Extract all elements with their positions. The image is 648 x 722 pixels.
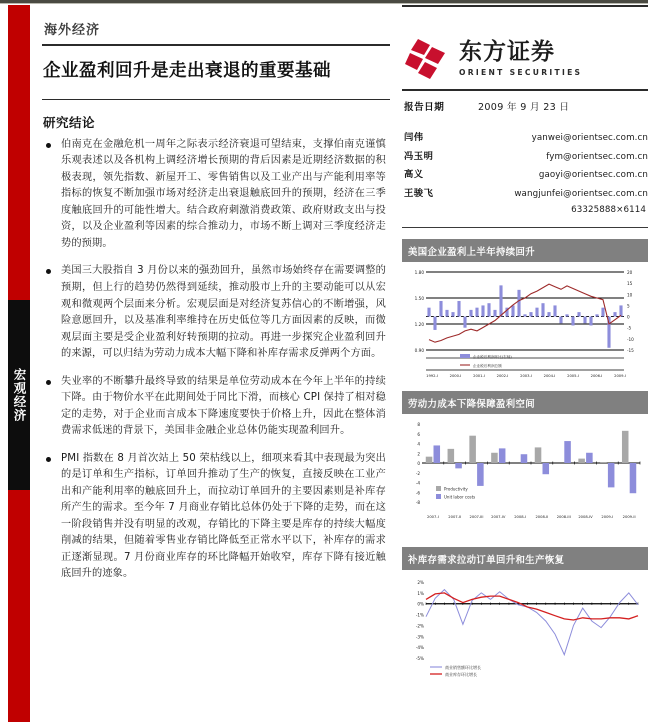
svg-text:2002-I: 2002-I: [496, 374, 509, 378]
brand-name-cn: 东方证券: [459, 39, 555, 65]
svg-text:-10: -10: [627, 336, 634, 342]
svg-text:-1%: -1%: [415, 612, 424, 618]
chart-canvas: [402, 414, 648, 536]
brand-text: [459, 41, 582, 77]
svg-text:1.80: 1.80: [414, 270, 424, 276]
svg-text:2005-I: 2005-I: [567, 374, 579, 378]
chart-labor-cost: [402, 391, 648, 536]
svg-text:0%: 0%: [417, 601, 424, 607]
list-item: [404, 185, 648, 199]
svg-text:1992-I: 1992-I: [426, 374, 438, 378]
svg-text:1%: 1%: [417, 590, 424, 596]
svg-text:2009-II: 2009-II: [622, 515, 636, 519]
svg-text:-5: -5: [627, 325, 632, 331]
svg-text:2007-III: 2007-III: [469, 515, 484, 519]
svg-text:-4: -4: [415, 480, 420, 486]
svg-text:-2: -2: [415, 470, 420, 476]
svg-text:1.50: 1.50: [414, 296, 424, 302]
contact-phone: 63325888×6114: [571, 205, 646, 215]
chart-canvas: [402, 262, 648, 380]
report-date-row: [402, 91, 648, 122]
svg-text:Productivity: Productivity: [444, 486, 468, 492]
analyst-list: [402, 122, 648, 227]
svg-text:2008-III: 2008-III: [556, 515, 571, 519]
svg-text:-2%: -2%: [415, 623, 424, 629]
svg-text:0: 0: [417, 461, 420, 466]
svg-text:2007-I: 2007-I: [426, 515, 439, 519]
svg-text:10: 10: [627, 292, 633, 298]
svg-text:4: 4: [417, 441, 420, 447]
report-date-label: 报告日期: [404, 102, 445, 113]
list-item: 失业率的不断攀升最终导致的结果是单位劳动成本在今年上半年的持续下降。由于物价水平在此期间处于同比下滑，而核心 CPI 保持了相对稳定的走势，对于企业而言成本下降速度要快于价格上升，因此在整体消费需求低迷的背景下，美国非金融企业总体仍能实现盈利回升。: [44, 374, 386, 440]
chart-title: 美国企业盈利上半年持续回升: [402, 239, 648, 262]
svg-text:商业销售额环比增长: 商业销售额环比增长: [445, 665, 481, 670]
conclusion-heading: 研究结论: [43, 114, 96, 130]
chart-corporate-profits: [402, 239, 648, 380]
analyst-name: 高义: [404, 169, 424, 180]
svg-text:企业税后利润总额: 企业税后利润总额: [473, 364, 502, 368]
svg-text:2001-I: 2001-I: [473, 374, 485, 378]
svg-text:2000-I: 2000-I: [449, 374, 462, 378]
page-title: 企业盈利回升是走出衰退的重要基础: [43, 61, 331, 81]
svg-text:企业税后利润环比(右轴): 企业税后利润环比(右轴): [473, 355, 512, 359]
svg-text:2007-IV: 2007-IV: [491, 515, 506, 519]
svg-text:2003-I: 2003-I: [520, 374, 532, 378]
list-item: PMI 指数在 8 月首次站上 50 荣枯线以上，细项来看其中表现最为突出的是订单和生产指标，订单回升推动了生产的恢复，直接反映在工业产出和产能利用率的触底回升上，而拉动订单回升的主要因素则是补库存所产生的需求。至今年 7 月商业存销比总体仍处于下降的走势，而在这一阶段销售并没有明显的改观，存销比的下降主要是库存的持续大幅度削减的结果，但随着零售业存销比降低至正常水平以下，补库存的需求正逐渐显现。7 月份商业库存的环比降幅开始收窄，库存下降有接近触底回升的迹象。: [44, 451, 386, 583]
chart-title: 补库存需求拉动订单回升和生产恢复: [402, 547, 648, 570]
analyst-name: 闫伟: [404, 132, 424, 143]
svg-text:-15: -15: [627, 348, 634, 353]
spine-category-label: 宏观经济: [12, 368, 27, 422]
page-content: [40, 5, 648, 722]
svg-text:0: 0: [627, 314, 630, 320]
analyst-name: 王骏飞: [404, 187, 434, 199]
svg-text:0.90: 0.90: [414, 348, 424, 354]
svg-text:2004-I: 2004-I: [543, 374, 556, 378]
svg-text:1.20: 1.20: [414, 322, 424, 328]
svg-text:5: 5: [627, 303, 630, 309]
svg-text:15: 15: [627, 281, 633, 287]
divider-right-bottom: [402, 227, 648, 228]
analyst-email[interactable]: gaoyi@orientsec.com.cn: [538, 170, 648, 180]
svg-text:2007-II: 2007-II: [448, 515, 462, 519]
svg-text:-3%: -3%: [415, 634, 424, 640]
chart-inventory-restock: [402, 547, 648, 680]
right-column: [402, 5, 648, 680]
svg-text:6: 6: [417, 431, 420, 437]
svg-text:2008-IV: 2008-IV: [578, 515, 593, 519]
svg-text:2009-I: 2009-I: [601, 515, 614, 519]
top-border-rule-light: [0, 3, 648, 4]
analyst-name: 冯玉明: [404, 150, 434, 162]
orient-securities-diamond-icon: [404, 37, 450, 81]
svg-text:-4%: -4%: [415, 645, 424, 651]
chart-title: 劳动力成本下降保障盈利空间: [402, 391, 648, 414]
svg-text:2: 2: [417, 451, 420, 457]
left-column: [40, 5, 392, 594]
analyst-email[interactable]: wangjunfei@orientsec.com.cn: [514, 188, 648, 199]
conclusion-list: [40, 137, 392, 583]
svg-text:2006-I: 2006-I: [590, 374, 603, 378]
list-item: [404, 129, 648, 143]
list-item: [404, 148, 648, 162]
svg-text:2009-I: 2009-I: [614, 374, 626, 378]
report-date-value: 2009 年 9 月 23 日: [478, 102, 570, 113]
analyst-email[interactable]: yanwei@orientsec.com.cn: [531, 133, 648, 143]
brand-name-en: ORIENT SECURITIES: [459, 68, 583, 77]
brand-logo: [402, 7, 648, 89]
svg-text:-8: -8: [415, 500, 420, 505]
svg-text:商业库存环比增长: 商业库存环比增长: [445, 672, 477, 677]
svg-text:2%: 2%: [417, 580, 424, 585]
list-item: 美国三大股指自 3 月份以来的强劲回升，虽然市场始终存在需要调整的预期，但上行的趋势仍然得到延续，推动股市上升的主要动能可以从宏观和微观两个层面来分析。宏观层面是对经济复苏信心的不断增强，风险意愿回升，以及基准利率维持在历史低位等几方面因素的反映，而微观层面主要是受企业盈利好转预期的拉动。再进一步探究企业盈利回升的来源，可以归结为劳动力成本大幅下降和补库存需求反弹两个方面。: [44, 263, 386, 362]
svg-text:8: 8: [417, 422, 420, 427]
svg-text:-6: -6: [415, 490, 420, 496]
analyst-email[interactable]: fym@orientsec.com.cn: [546, 151, 648, 162]
list-item: 伯南克在金融危机一周年之际表示经济衰退可望结束，支撑伯南克谨慎乐观表述以及各机构上调经济增长预期的背后因素是近期经济数据的积极表现，领先指数、新屋开工、零售销售以及工业产出与产能利用率等指标的恢复不断加强市场对经济走出衰退触底回升的预期，经济在三季度触底回升的可能性增大。结合政府刺激消费政策、政府财政支出与投资，以及企业盈利等因素的综合推动力，市场不断上调对三季度经济走势的预期。: [44, 137, 386, 253]
svg-text:2008-I: 2008-I: [514, 515, 527, 519]
svg-text:Unit labor costs: Unit labor costs: [444, 494, 476, 500]
svg-text:-5%: -5%: [415, 656, 424, 661]
list-item: [404, 166, 648, 180]
svg-text:2008-II: 2008-II: [535, 515, 549, 519]
section-kicker: 海外经济: [44, 23, 101, 38]
svg-text:20: 20: [627, 270, 633, 275]
chart-canvas: [402, 570, 648, 680]
